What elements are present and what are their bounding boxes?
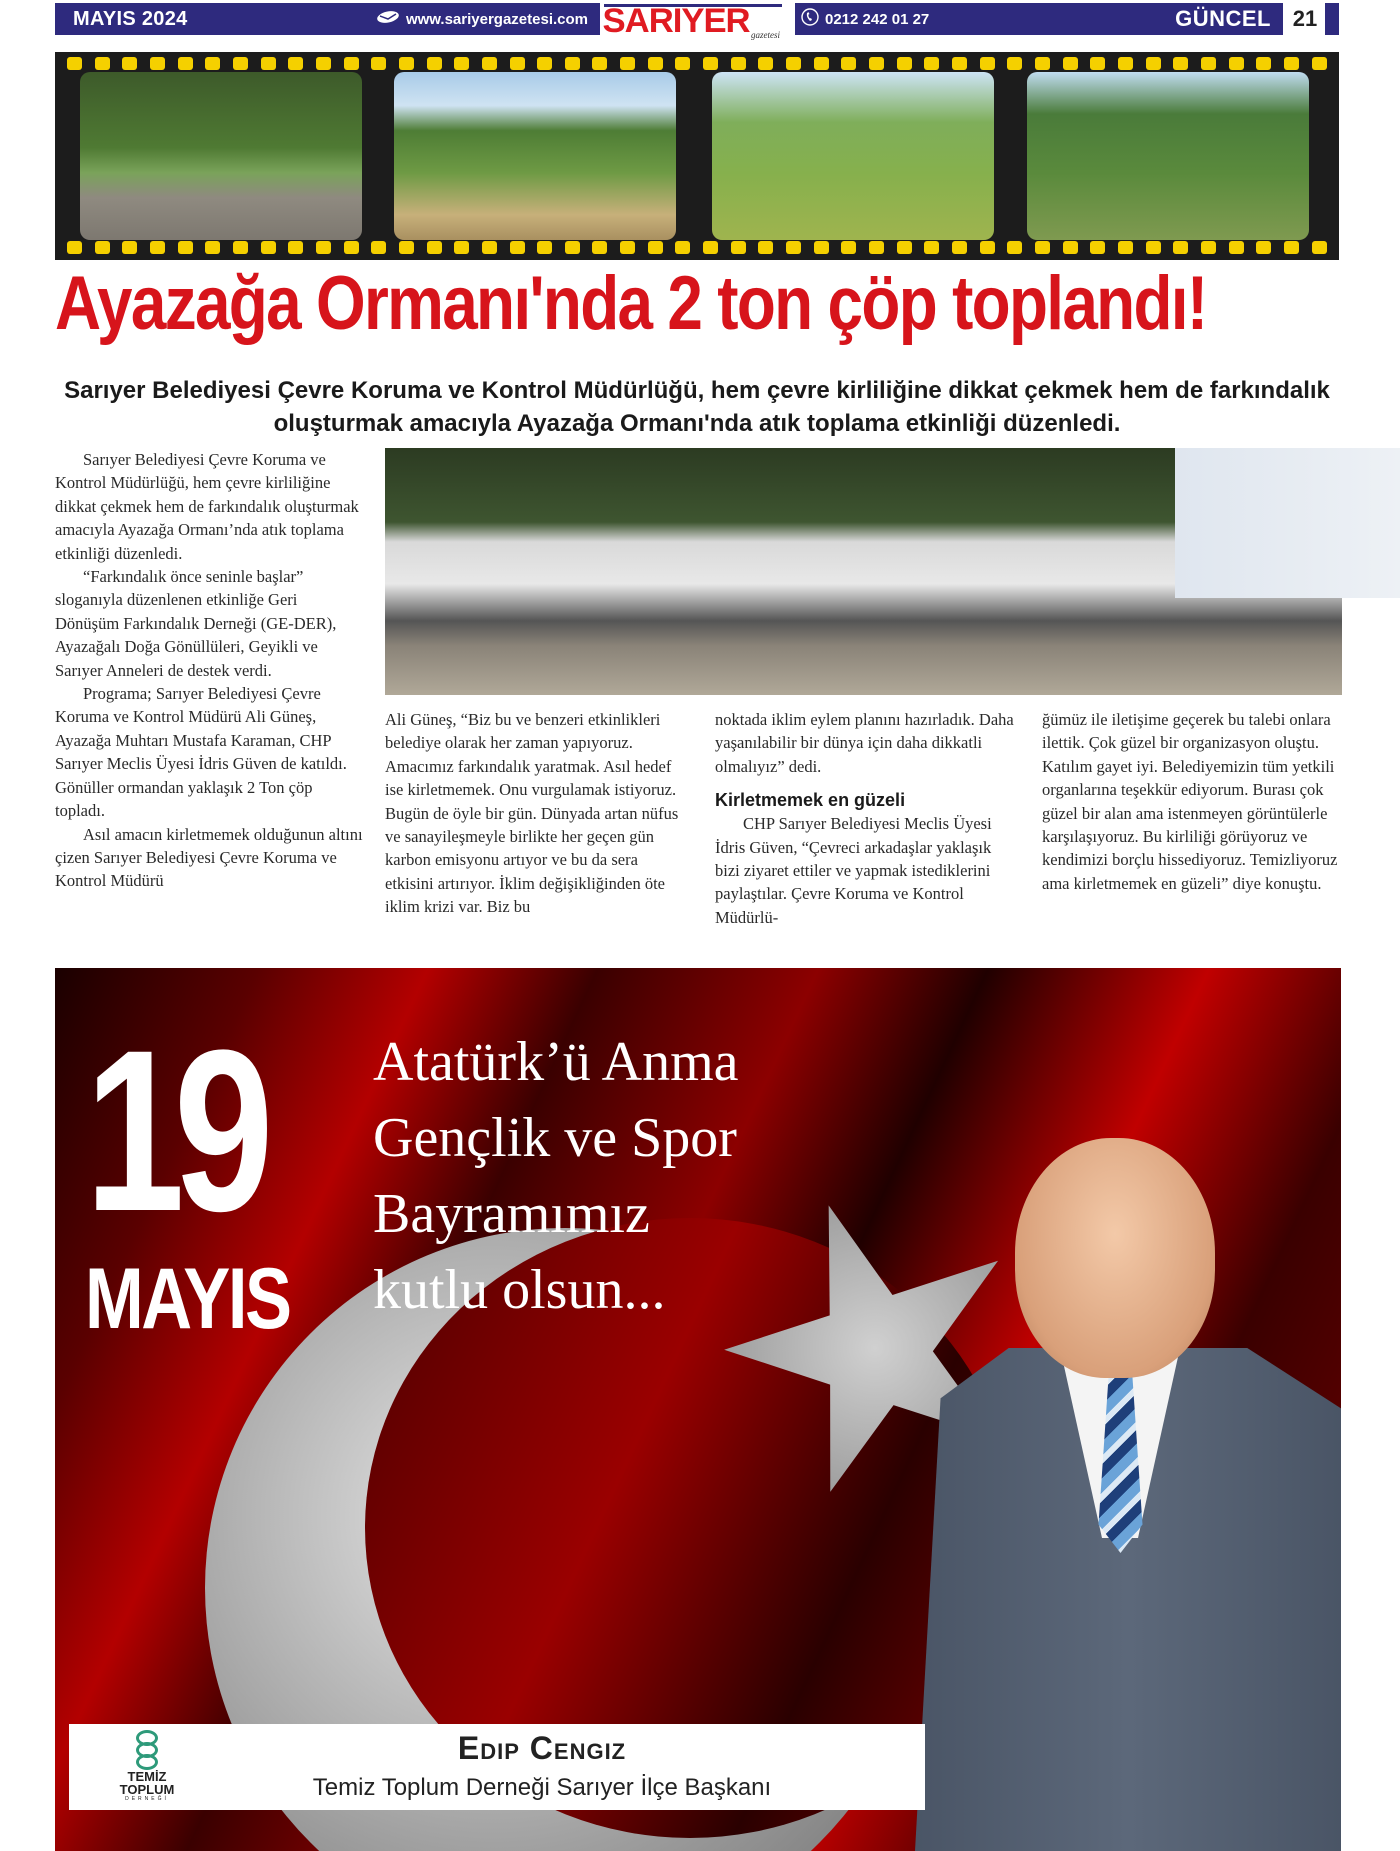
article-headline: Ayazağa Ormanı'nda 2 ton çöp toplandı! xyxy=(55,261,1207,346)
photo-meadow-carpet xyxy=(712,72,994,240)
film-holes-top xyxy=(55,57,1339,71)
header-left-bar xyxy=(55,3,600,35)
ad-message-line: kutlu olsun... xyxy=(373,1259,666,1321)
ad-day-number: 19 xyxy=(85,1002,263,1259)
celebration-ad xyxy=(55,968,1341,1851)
ad-message xyxy=(373,1024,738,1328)
name-banner xyxy=(69,1724,925,1810)
paragraph: Asıl amacın kirletmemek olduğunun altını çizen Sarıyer Belediyesi Çevre Koruma ve Kontrol Müdürü xyxy=(55,824,363,891)
header-right-bar xyxy=(795,3,1283,35)
ad-message-line: Bayramımız xyxy=(373,1183,650,1245)
phone-icon xyxy=(801,8,819,30)
logo-text: SARIYER xyxy=(602,2,750,40)
article-column-3 xyxy=(715,708,1015,929)
mail-icon xyxy=(376,10,400,28)
photo-forest-road xyxy=(80,72,362,240)
newspaper-logo[interactable] xyxy=(602,0,794,42)
logo-subtitle: gazetesi xyxy=(751,30,780,40)
photo-child-and-man xyxy=(1027,72,1309,240)
photo-field-path xyxy=(394,72,676,240)
film-holes-bottom xyxy=(55,241,1339,255)
film-strip xyxy=(55,52,1339,260)
article-column-4 xyxy=(1042,708,1342,895)
logo-line-1: TEMİZ xyxy=(127,1769,167,1784)
ad-message-line: Gençlik ve Spor xyxy=(373,1107,737,1169)
article-deck: Sarıyer Belediyesi Çevre Koruma ve Kontrol Müdürlüğü, hem çevre kirliliğine dikkat çekmek hem de farkındalık oluşturmak amacıyla Ayazağa Ormanı'nda atık toplama etkinliği düzenledi. xyxy=(64,377,1330,437)
paragraph: CHP Sarıyer Belediyesi Meclis Üyesi İdris Güven, “Çevreci arkadaşlar yaklaşık bizi ziyaret ettiler ve yapmak istediklerini paylaştılar. Çevre Koruma ve Kontrol Müdürlü- xyxy=(715,814,992,927)
phone-number: 0212 242 01 27 xyxy=(825,10,930,28)
person-name: Edip Cengiz xyxy=(457,1730,627,1766)
paragraph: Programa; Sarıyer Belediyesi Çevre Koruma ve Kontrol Müdürü Ali Güneş, Ayazağa Muhtarı Mustafa Karaman, CHP Sarıyer Meclis Üyesi İdris Güven de katıldı. Gönüller ormandan yaklaşık 2 Ton çöp topladı. xyxy=(55,684,347,821)
group-photo xyxy=(385,448,1342,695)
website-url: www.sariyergazetesi.com xyxy=(405,10,588,28)
website-link[interactable] xyxy=(376,10,588,28)
page-number: 21 xyxy=(1292,6,1318,31)
paragraph: Sarıyer Belediyesi Çevre Koruma ve Kontrol Müdürlüğü, hem çevre kirliliğine dikkat çekmek hem de farkındalık oluşturmak amacıyla Ayazağa Ormanı’nda atık toplama etkinliği düzenledi. xyxy=(55,450,359,563)
portrait-head xyxy=(1015,1138,1215,1378)
ad-month: MAYIS xyxy=(85,1251,290,1347)
ad-message-line: Atatürk’ü Anma xyxy=(373,1031,739,1093)
person-title: Temiz Toplum Derneği Sarıyer İlçe Başkanı xyxy=(312,1774,772,1801)
issue-date: MAYIS 2024 xyxy=(73,7,188,30)
section-label: GÜNCEL xyxy=(1175,6,1271,31)
article-column-1 xyxy=(55,448,365,893)
article-subheading: Kirletmemek en güzeli xyxy=(715,790,906,811)
person-portrait xyxy=(915,1138,1341,1851)
paragraph: “Farkındalık önce seninle başlar” sloganıyla düzenlenen etkinliğe Geri Dönüşüm Farkındalık Derneği (GE-DER), Ayazağalı Doğa Gönüllüleri, Geyikli ve Sarıyer Anneleri de destek verdi. xyxy=(55,567,337,680)
paragraph: ğümüz ile iletişime geçerek bu talebi onlara ilettik. Çok güzel bir organizasyon oluştu. Katılım gayet iyi. Belediyemizin tüm yetkili organlarına teşekkür ediyorum. Burası çok güzel bir alan ama istenmeyen görüntülerle karşılaşıyoruz. Bu kirliliği görüyoruz ve kendimizi borçlu hissediyoruz. Temizliyoruz ama kirletmemek en güzeli” diye konuştu. xyxy=(1042,710,1338,893)
article-column-2 xyxy=(385,708,685,919)
paragraph: noktada iklim eylem planını hazırladık. Daha yaşanılabilir bir dünya için daha dikkatli olmalıyız” dedi. xyxy=(715,710,1014,776)
page-marker xyxy=(1325,3,1339,35)
paragraph: Ali Güneş, “Biz bu ve benzeri etkinlikleri belediye olarak her zaman yapıyoruz. Amacımız farkındalık yaratmak. Asıl hedef ise kirletmemek. Onu vurgulamak istiyoruz. Bugün de öyle bir gün. Dünyada artan nüfus ve sanayileşmeyle birlikte her geçen gün karbon emisyonu artıyor ve bu da sera etkisini artırıyor. İklim değişikliğinden öte iklim krizi var. Biz bu xyxy=(385,710,679,917)
logo-line-2: TOPLUM xyxy=(119,1782,175,1797)
phone-contact xyxy=(795,8,929,30)
mobile-truck xyxy=(1175,448,1400,598)
logo-line-3: DERNEĞİ xyxy=(125,1796,169,1802)
